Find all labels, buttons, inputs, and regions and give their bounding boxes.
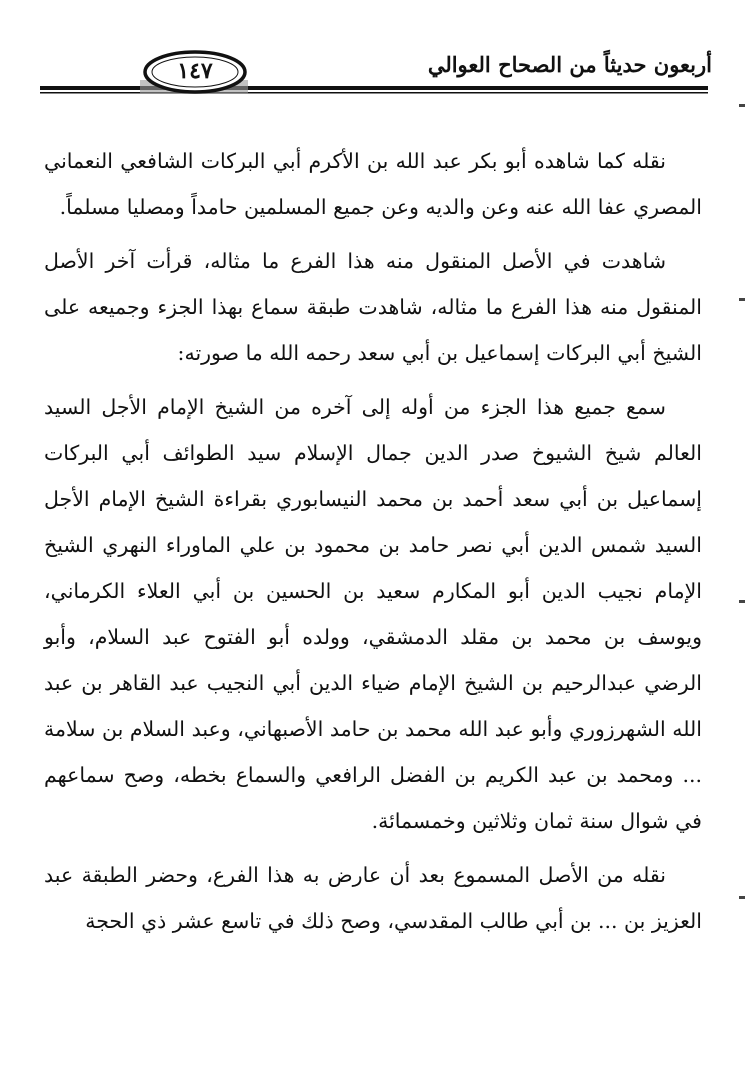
margin-mark	[739, 600, 745, 603]
body-text	[44, 138, 702, 952]
margin-mark	[739, 298, 745, 301]
paragraph: سمع جميع هذا الجزء من أوله إلى آخره من الشيخ الإمام الأجل السيد العالم شيخ الشيوخ صدر الدين جمال الإسلام سيد الطوائف أبي البركات إسماعيل بن أبي سعد أحمد بن محمد النيسابوري بقراءة الشيخ الإمام الأجل السيد شمس الدين أبي نصر حامد بن محمود بن علي الماوراء النهري الشيخ الإمام نجيب الدين أبو المكارم سعيد بن الحسين بن أبي العلاء الكرماني، ويوسف بن محمد بن مقلد الدمشقي، وولده أبو الفتوح عبد السلام، وأبو الرضي عبدالرحيم بن الشيخ الإمام ضياء الدين أبي النجيب عبد القاهر بن عبد الله الشهرزوري وأبو عبد الله محمد بن حامد الأصبهاني، وعبد السلام بن سلامة ... ومحمد بن عبد الكريم بن الفضل الرافعي والسماع بخطه، وصح سماعهم في شوال سنة ثمان وثلاثين وخمسمائة.	[44, 395, 702, 833]
paragraph: نقله كما شاهده أبو بكر عبد الله بن الأكرم أبي البركات الشافعي النعماني المصري عفا الله عنه وعن والديه وعن جميع المسلمين حامداً ومصليا مسلماً.	[44, 149, 702, 219]
paragraph: نقله من الأصل المسموع بعد أن عارض به هذا الفرع، وحضر الطبقة عبد العزيز بن ... بن أبي طالب المقدسي، وصح ذلك في تاسع عشر ذي الحجة	[44, 863, 702, 933]
page-number: ١٤٧	[177, 58, 213, 84]
page-header	[0, 0, 748, 110]
margin-mark	[739, 104, 745, 107]
paragraph: شاهدت في الأصل المنقول منه هذا الفرع ما مثاله، قرأت آخر الأصل المنقول منه هذا الفرع ما مثاله، شاهدت طبقة سماع بهذا الجزء وجميعه على الشيخ أبي البركات إسماعيل بن أبي سعد رحمه الله ما صورته:	[44, 249, 702, 365]
running-title: أربعون حديثاً من الصحاح العوالي	[427, 52, 712, 77]
margin-mark	[739, 896, 745, 899]
